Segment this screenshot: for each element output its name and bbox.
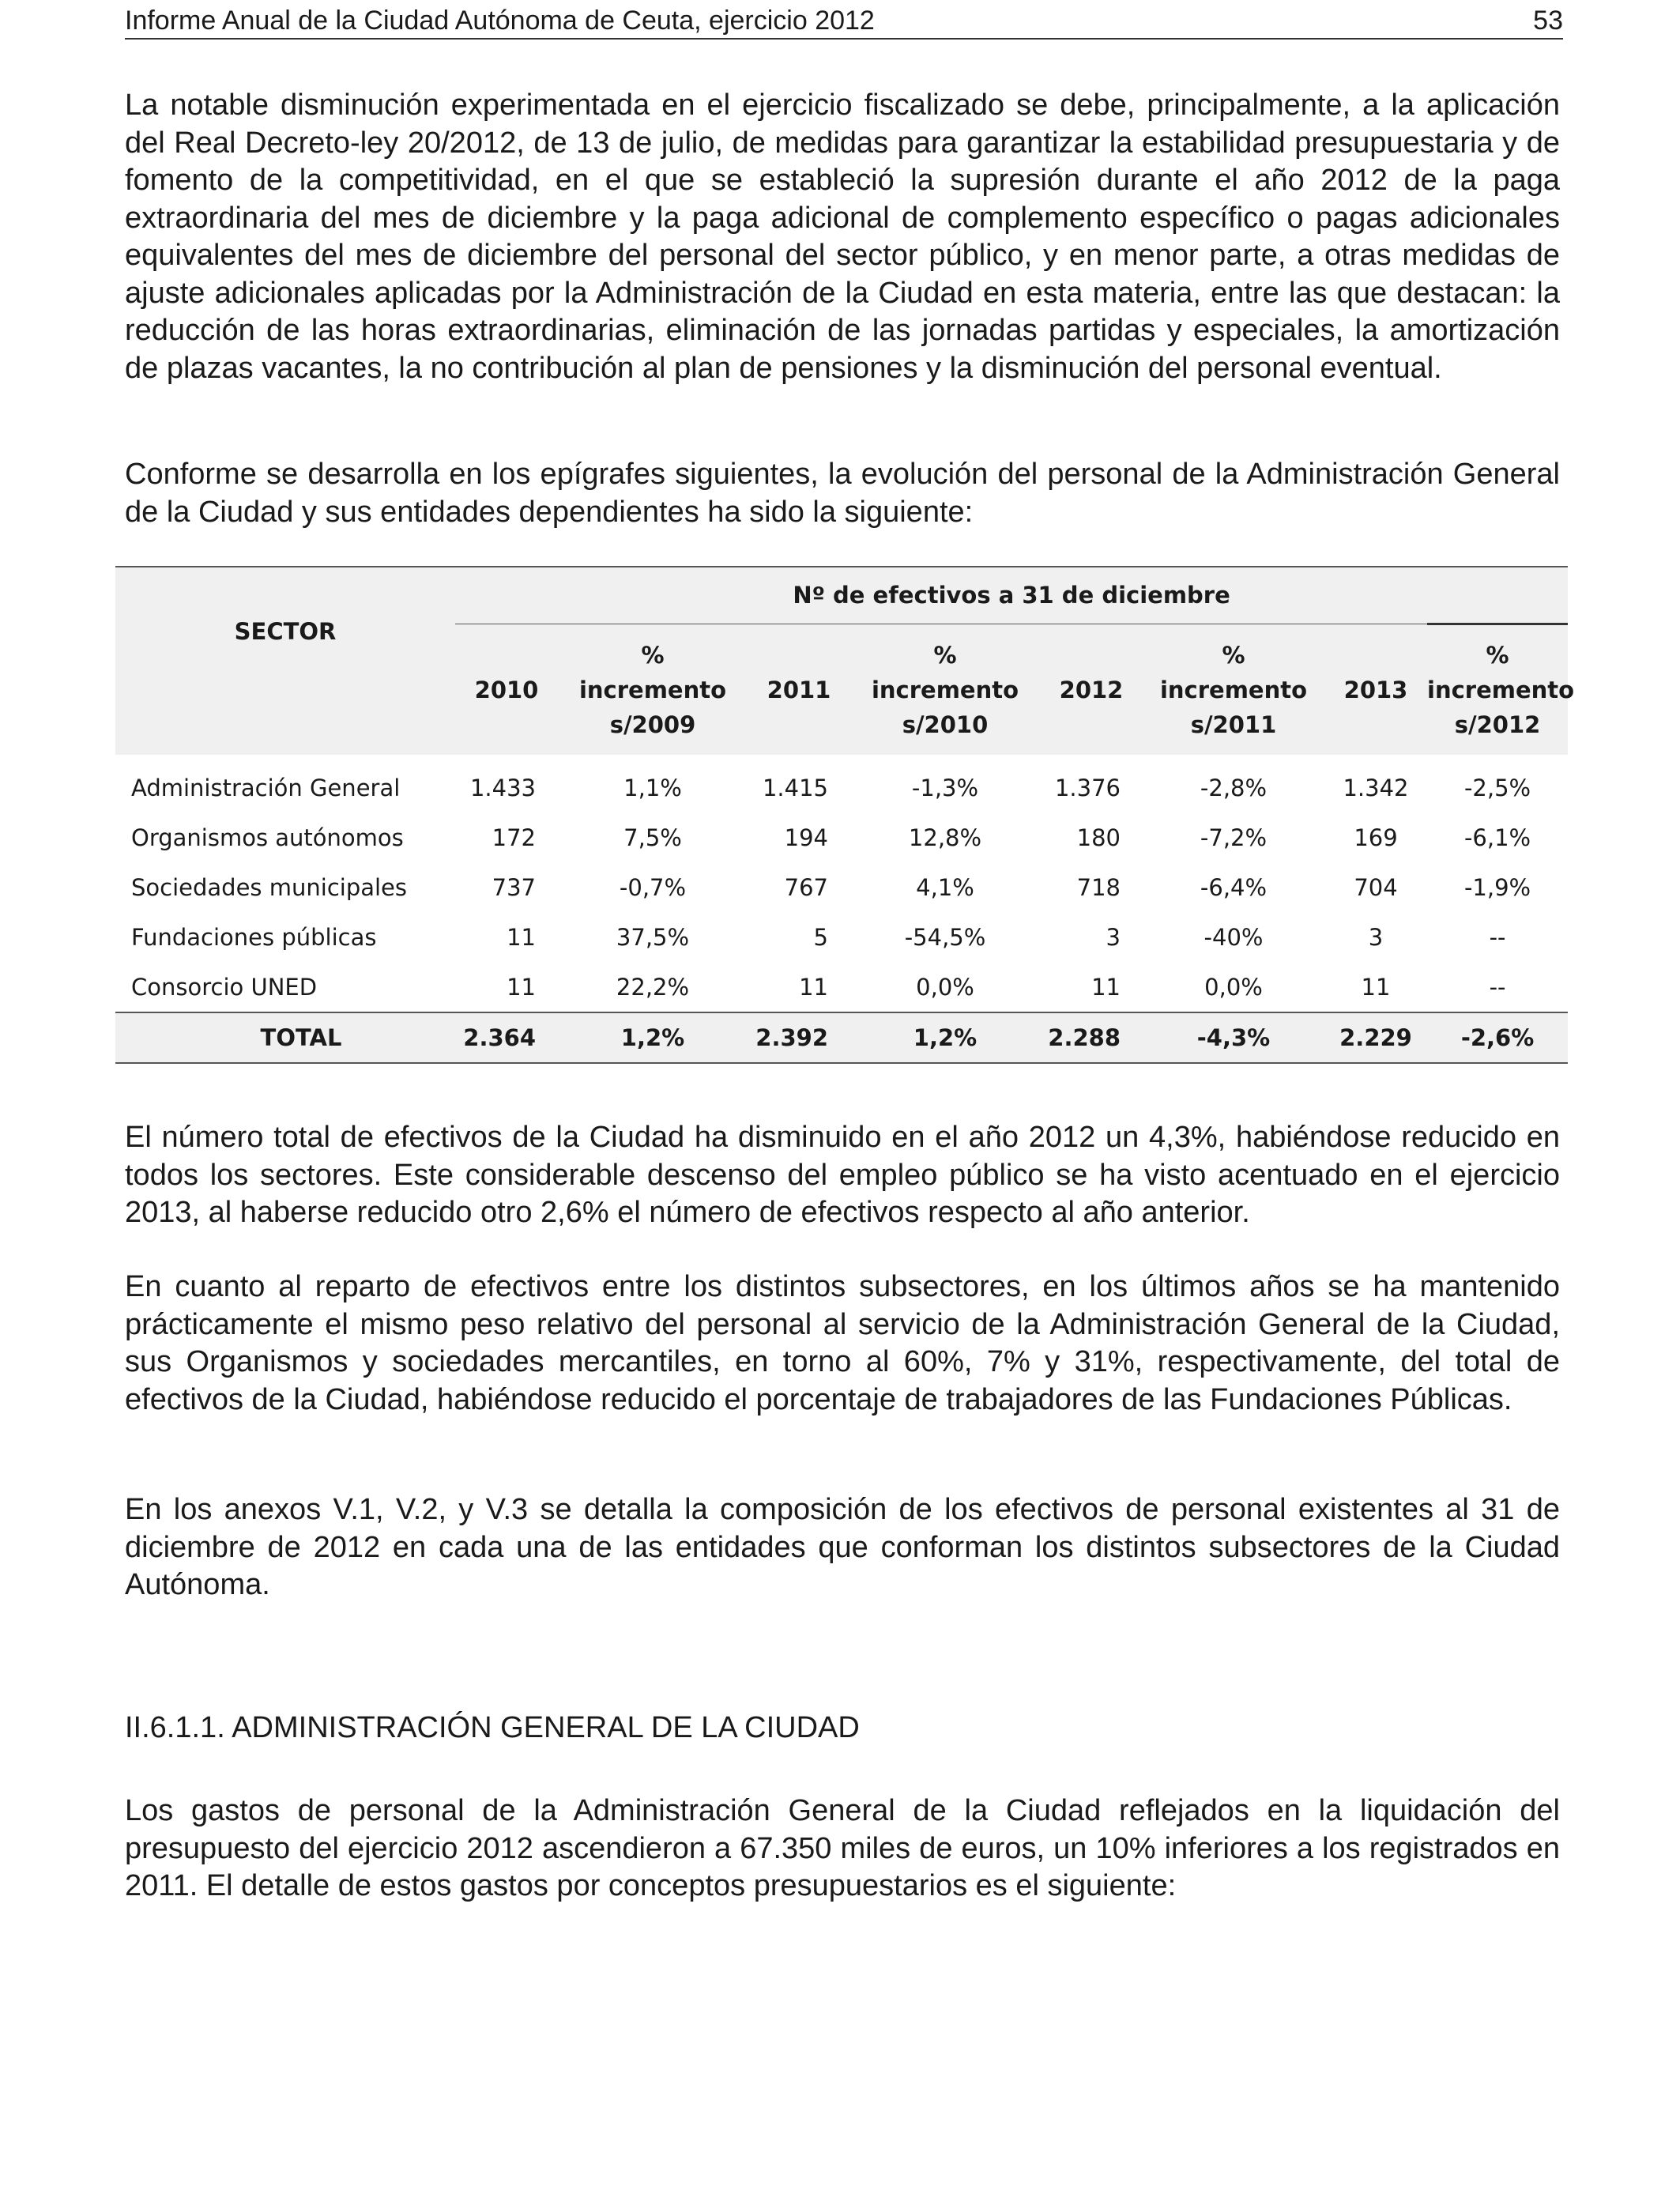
year-header-2011: 2011 bbox=[748, 624, 850, 756]
sector-name: Fundaciones públicas bbox=[131, 923, 377, 951]
table-row bbox=[115, 812, 1568, 862]
cell-value: 1,1% bbox=[623, 774, 682, 801]
cell-value: 4,1% bbox=[916, 873, 974, 901]
sector-name: Sociedades municipales bbox=[131, 873, 408, 901]
cell-value: 11 bbox=[799, 973, 828, 1001]
cell-value: 11 bbox=[507, 923, 536, 951]
cell-value: -7,2% bbox=[1200, 824, 1268, 851]
cell-value: -6,4% bbox=[1200, 873, 1268, 901]
paragraph-personnel-expenses: Los gastos de personal de la Administración General de la Ciudad reflejados en la liquidación del presupuesto del ejercicio 2012 ascendieron a 67.350 miles de euros, un 10% inferiores a los registrados en 2011. El detalle de estos gastos por conceptos presupuestarios es el siguiente: bbox=[125, 1794, 1560, 1902]
cell-value: -6,1% bbox=[1463, 824, 1531, 851]
cell-value: -1,3% bbox=[911, 774, 979, 801]
pct-label: incremento bbox=[871, 676, 1019, 703]
pct-label: incremento bbox=[578, 676, 727, 703]
cell-value: 0,0% bbox=[1204, 973, 1263, 1001]
pct-symbol: % bbox=[1486, 642, 1509, 669]
cell-value: -2,5% bbox=[1463, 774, 1531, 801]
table-row bbox=[115, 862, 1568, 912]
cell-value: 37,5% bbox=[616, 923, 690, 951]
cell-value: -1,9% bbox=[1463, 873, 1531, 901]
pct-symbol: % bbox=[1222, 641, 1245, 669]
pct-basis: s/2009 bbox=[609, 711, 696, 738]
cell-value: 3 bbox=[1368, 923, 1384, 951]
paragraph-table-intro: Conforme se desarrolla en los epígrafes siguientes, la evolución del personal de la Administración General de la Ciudad y sus entidades dependientes ha sido la siguiente: bbox=[125, 458, 1560, 529]
total-value: -2,6% bbox=[1427, 1012, 1568, 1063]
cell-value: -0,7% bbox=[619, 873, 687, 901]
page-number: 53 bbox=[1533, 6, 1563, 36]
sector-column-header: SECTOR bbox=[115, 567, 455, 755]
total-value: 2.364 bbox=[455, 1012, 558, 1063]
pct-label: incremento bbox=[1427, 677, 1575, 703]
cell-value: -- bbox=[1489, 923, 1506, 951]
pct-header-2010 bbox=[558, 624, 748, 756]
total-value: 2.392 bbox=[748, 1012, 850, 1063]
total-value: -4,3% bbox=[1143, 1012, 1324, 1063]
cell-value: 704 bbox=[1354, 873, 1398, 901]
paragraph-total-decrease: El número total de efectivos de la Ciudad ha disminuido en el año 2012 un 4,3%, habiéndose reducido en todos los sectores. Este considerable descenso del empleo público se ha visto acentuado en el ejercicio 2013, al haberse reducido otro 2,6% el número de efectivos respecto al año anterior. bbox=[125, 1121, 1560, 1229]
cell-value: 22,2% bbox=[616, 973, 690, 1001]
pct-basis: s/2011 bbox=[1190, 711, 1277, 738]
pct-header-2011 bbox=[850, 624, 1040, 756]
paragraph-reduction-causes: La notable disminución experimentada en el ejercicio fiscalizado se debe, principalmente, a la aplicación del Real Decreto-ley 20/2012, de 13 de julio, de medidas para garantizar la estabilidad presupuestaria y de fomento de la competitividad, en el que se estableció la supresión durante el año 2012 de la paga extraordinaria del mes de diciembre y la paga adicional de complemento específico o pagas adicionales equivalentes del mes de diciembre del personal del sector público, y en menor parte, a otras medidas de ajuste adicionales aplicadas por la Administración de la Ciudad en esta materia, entre las que destacan: la reducción de las horas extraordinarias, eliminación de las jornadas partidas y especiales, la amortización de plazas vacantes, la no contribución al plan de pensiones y la disminución del personal eventual. bbox=[125, 89, 1560, 385]
cell-value: 767 bbox=[784, 873, 828, 901]
table-row bbox=[115, 755, 1568, 812]
cell-value: 718 bbox=[1076, 873, 1121, 901]
cell-value: 737 bbox=[492, 873, 536, 901]
cell-value: 1.342 bbox=[1343, 774, 1409, 801]
pct-label: incremento bbox=[1159, 676, 1308, 703]
cell-value: 0,0% bbox=[916, 973, 974, 1001]
table-row bbox=[115, 962, 1568, 1012]
year-header-2012: 2012 bbox=[1040, 624, 1143, 756]
report-title: Informe Anual de la Ciudad Autónoma de Ceuta, ejercicio 2012 bbox=[125, 6, 875, 36]
staff-evolution-table bbox=[115, 566, 1575, 1064]
cell-value: 180 bbox=[1076, 824, 1121, 851]
table-row bbox=[115, 912, 1568, 962]
year-header-2013: 2013 bbox=[1324, 624, 1427, 756]
total-value: 1,2% bbox=[558, 1012, 748, 1063]
year-header-2010: 2010 bbox=[455, 624, 558, 756]
page-header bbox=[125, 3, 1563, 40]
cell-value: 11 bbox=[1361, 973, 1391, 1001]
section-heading: II.6.1.1. ADMINISTRACIÓN GENERAL DE LA CIUDAD bbox=[125, 1711, 860, 1744]
cell-value: 3 bbox=[1106, 923, 1121, 951]
sector-name: Administración General bbox=[131, 774, 401, 801]
paragraph-annexes: En los anexos V.1, V.2, y V.3 se detalla la composición de los efectivos de personal existentes al 31 de diciembre de 2012 en cada una de las entidades que conforman los distintos subsectores de la Ciudad Autónoma. bbox=[125, 1493, 1560, 1601]
cell-value: 1.415 bbox=[762, 774, 828, 801]
group-column-header: Nº de efectivos a 31 de diciembre bbox=[455, 567, 1568, 624]
total-value: 2.229 bbox=[1324, 1012, 1427, 1063]
total-value: 1,2% bbox=[850, 1012, 1040, 1063]
paragraph-distribution: En cuanto al reparto de efectivos entre los distintos subsectores, en los últimos años se ha mantenido prácticamente el mismo peso relativo del personal al servicio de la Administración General de la Ciudad, sus Organismos y sociedades mercantiles, en torno al 60%, 7% y 31%, respectivamente, del total de efectivos de la Ciudad, habiéndose reducido el porcentaje de trabajadores de las Fundaciones Públicas. bbox=[125, 1270, 1560, 1416]
total-value: 2.288 bbox=[1040, 1012, 1143, 1063]
cell-value: 12,8% bbox=[908, 824, 982, 851]
cell-value: 169 bbox=[1354, 824, 1398, 851]
cell-value: 1.433 bbox=[469, 774, 536, 801]
pct-basis: s/2010 bbox=[902, 711, 989, 738]
cell-value: -54,5% bbox=[904, 923, 986, 951]
cell-value: 11 bbox=[1091, 973, 1121, 1001]
cell-value: -- bbox=[1489, 973, 1506, 1001]
cell-value: -40% bbox=[1203, 923, 1264, 951]
cell-value: 194 bbox=[784, 824, 828, 851]
cell-value: 7,5% bbox=[623, 824, 682, 851]
sector-name: Organismos autónomos bbox=[131, 824, 404, 851]
pct-symbol: % bbox=[641, 641, 665, 669]
cell-value: 5 bbox=[813, 923, 828, 951]
pct-symbol: % bbox=[933, 641, 957, 669]
total-row bbox=[115, 1012, 1568, 1063]
cell-value: 11 bbox=[507, 973, 536, 1001]
sector-name: Consorcio UNED bbox=[131, 973, 318, 1001]
pct-header-2012 bbox=[1143, 624, 1324, 756]
pct-header-2013 bbox=[1427, 624, 1575, 756]
cell-value: -2,8% bbox=[1200, 774, 1268, 801]
cell-value: 1.376 bbox=[1054, 774, 1121, 801]
total-label: TOTAL bbox=[115, 1012, 455, 1063]
cell-value: 172 bbox=[492, 824, 536, 851]
pct-basis: s/2012 bbox=[1454, 711, 1541, 738]
